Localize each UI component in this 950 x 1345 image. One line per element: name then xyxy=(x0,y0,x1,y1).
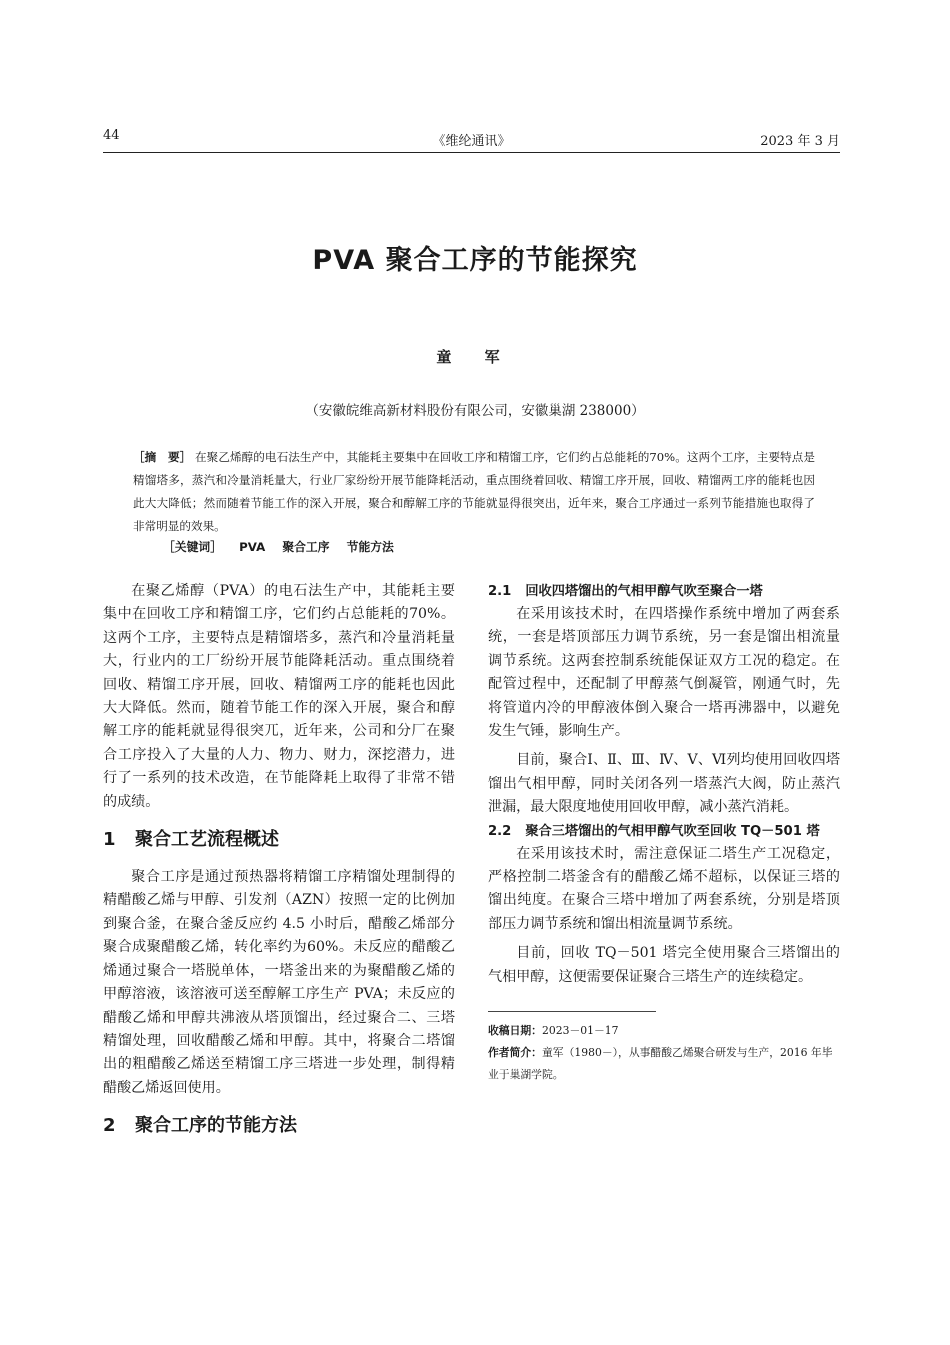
journal-name: 《维纶通讯》 xyxy=(432,134,511,149)
subsection-2-2-heading xyxy=(488,820,840,843)
right-column xyxy=(488,580,840,1086)
received-date: 2023－01－17 xyxy=(541,1024,619,1038)
section-title: 聚合工序的节能方法 xyxy=(135,1115,297,1137)
left-column xyxy=(103,580,455,1152)
section-2-heading xyxy=(103,1114,455,1138)
keywords xyxy=(163,538,407,555)
subsection-number: 2.2 xyxy=(488,823,512,839)
page-number: 44 xyxy=(103,128,120,143)
subsection-title: 聚合三塔馏出的气相甲醇气吹至回收 TQ－501 塔 xyxy=(525,823,820,839)
running-header xyxy=(103,126,840,153)
footnote-author-bio xyxy=(488,1042,840,1086)
intro-paragraph: 在聚乙烯醇（PVA）的电石法生产中，其能耗主要集中在回收工序和精馏工序，它们约占总能耗的70%。这两个工序，主要特点是精馏塔多，蒸汽和冷量消耗量大，行业内的工厂纷纷开展节能降耗活动。重点围绕着回收、精馏工序开展，回收、精馏两工序的能耗也因此大大降低。然而，随着节能工作的深入开展，聚合和醇解工序的能耗就显得很突兀，近年来，公司和分厂在聚合工序投入了大量的人力、物力、财力，深挖潜力，进行了一系列的技术改造，在节能降耗上取得了非常不错的成绩。 xyxy=(103,583,455,810)
section-number: 1 xyxy=(103,829,116,851)
bio-label: 作者简介： xyxy=(488,1046,542,1060)
paragraph: 在采用该技术时，在四塔操作系统中增加了两套系统，一套是塔顶部压力调节系统，另一套是馏出相流量调节系统。这两套控制系统能保证双方工况的稳定。在配管过程中，还配制了甲醇蒸气倒凝管，刚通气时，先将管道内冷的甲醇液体倒入聚合一塔再沸器中，以避免发生气锤，影响生产。 xyxy=(488,606,840,740)
author-affiliation: （安徽皖维高新材料股份有限公司，安徽巢湖 238000） xyxy=(305,403,645,419)
paragraph: 聚合工序是通过预热器将精馏工序精馏处理制得的精醋酸乙烯与甲醇、引发剂（AZN）按照一定的比例加到聚合釜，在聚合釜反应约 4.5 小时后，醋酸乙烯部分聚合成聚醋酸乙烯，转化率约为60%。未反应的醋酸乙烯通过聚合一塔脱单体，一塔釜出来的为聚醋酸乙烯的甲醇溶液，该溶液可送至醇解工序生产 PVA；未反应的醋酸乙烯和甲醇共沸液从塔顶馏出，经过聚合二、三塔精馏处理，回收醋酸乙烯和甲醇。其中，将聚合二塔馏出的粗醋酸乙烯送至精馏工序三塔进一步处理，制得精醋酸乙烯返回使用。 xyxy=(103,869,455,1096)
section-1-heading xyxy=(103,828,455,852)
keyword: PVA xyxy=(239,540,266,554)
paragraph: 目前，聚合Ⅰ、Ⅱ、Ⅲ、Ⅳ、Ⅴ、Ⅵ列均使用回收四塔馏出气相甲醇，同时关闭各列一塔蒸汽大阀，防止蒸汽泄漏，最大限度地使用回收甲醇，减小蒸汽消耗。 xyxy=(488,752,840,816)
footnote-received xyxy=(488,1020,840,1042)
issue-date: 2023 年 3 月 xyxy=(760,134,840,149)
paragraph: 在采用该技术时，需注意保证二塔生产工况稳定，严格控制二塔釜含有的醋酸乙烯不超标，以保证三塔的馏出纯度。在聚合三塔中增加了两套系统，分别是塔顶部压力调节系统和馏出相流量调节系统。 xyxy=(488,845,840,932)
article-title: PVA 聚合工序的节能探究 xyxy=(312,245,638,276)
keywords-label: ［关键词］ xyxy=(163,540,222,554)
abstract-label: ［摘 要］ xyxy=(133,450,192,464)
subsection-number: 2.1 xyxy=(488,584,512,599)
section-title: 聚合工艺流程概述 xyxy=(135,829,279,851)
abstract-text: 在聚乙烯醇的电石法生产中，其能耗主要集中在回收工序和精馏工序，它们约占总能耗的70%。这两个工序，主要特点是精馏塔多，蒸汽和冷量消耗量大，行业厂家纷纷开展节能降耗活动，重点围绕着回收、精馏工序开展，回收、精馏两工序的能耗也因此大大降低；然而随着节能工作的深入开展，聚合和醇解工序的节能就显得很突出，近年来，聚合工序通过一系列节能措施也取得了非常明显的效果。 xyxy=(133,450,815,533)
footnote-divider xyxy=(488,1011,656,1012)
bio-text: 童军（1980－），从事醋酸乙烯聚合研发与生产，2016 年毕业于巢湖学院。 xyxy=(488,1046,833,1082)
author-name: 童 军 xyxy=(436,348,514,366)
abstract xyxy=(133,446,815,538)
subsection-2-1-heading xyxy=(488,580,840,603)
keyword: 节能方法 xyxy=(346,540,394,554)
paragraph: 目前，回收 TQ－501 塔完全使用聚合三塔馏出的气相甲醇，这便需要保证聚合三塔生产的连续稳定。 xyxy=(488,945,840,985)
section-number: 2 xyxy=(103,1115,116,1137)
subsection-title: 回收四塔馏出的气相甲醇气吹至聚合一塔 xyxy=(525,584,763,599)
keyword: 聚合工序 xyxy=(282,540,330,554)
received-label: 收稿日期： xyxy=(488,1024,542,1038)
